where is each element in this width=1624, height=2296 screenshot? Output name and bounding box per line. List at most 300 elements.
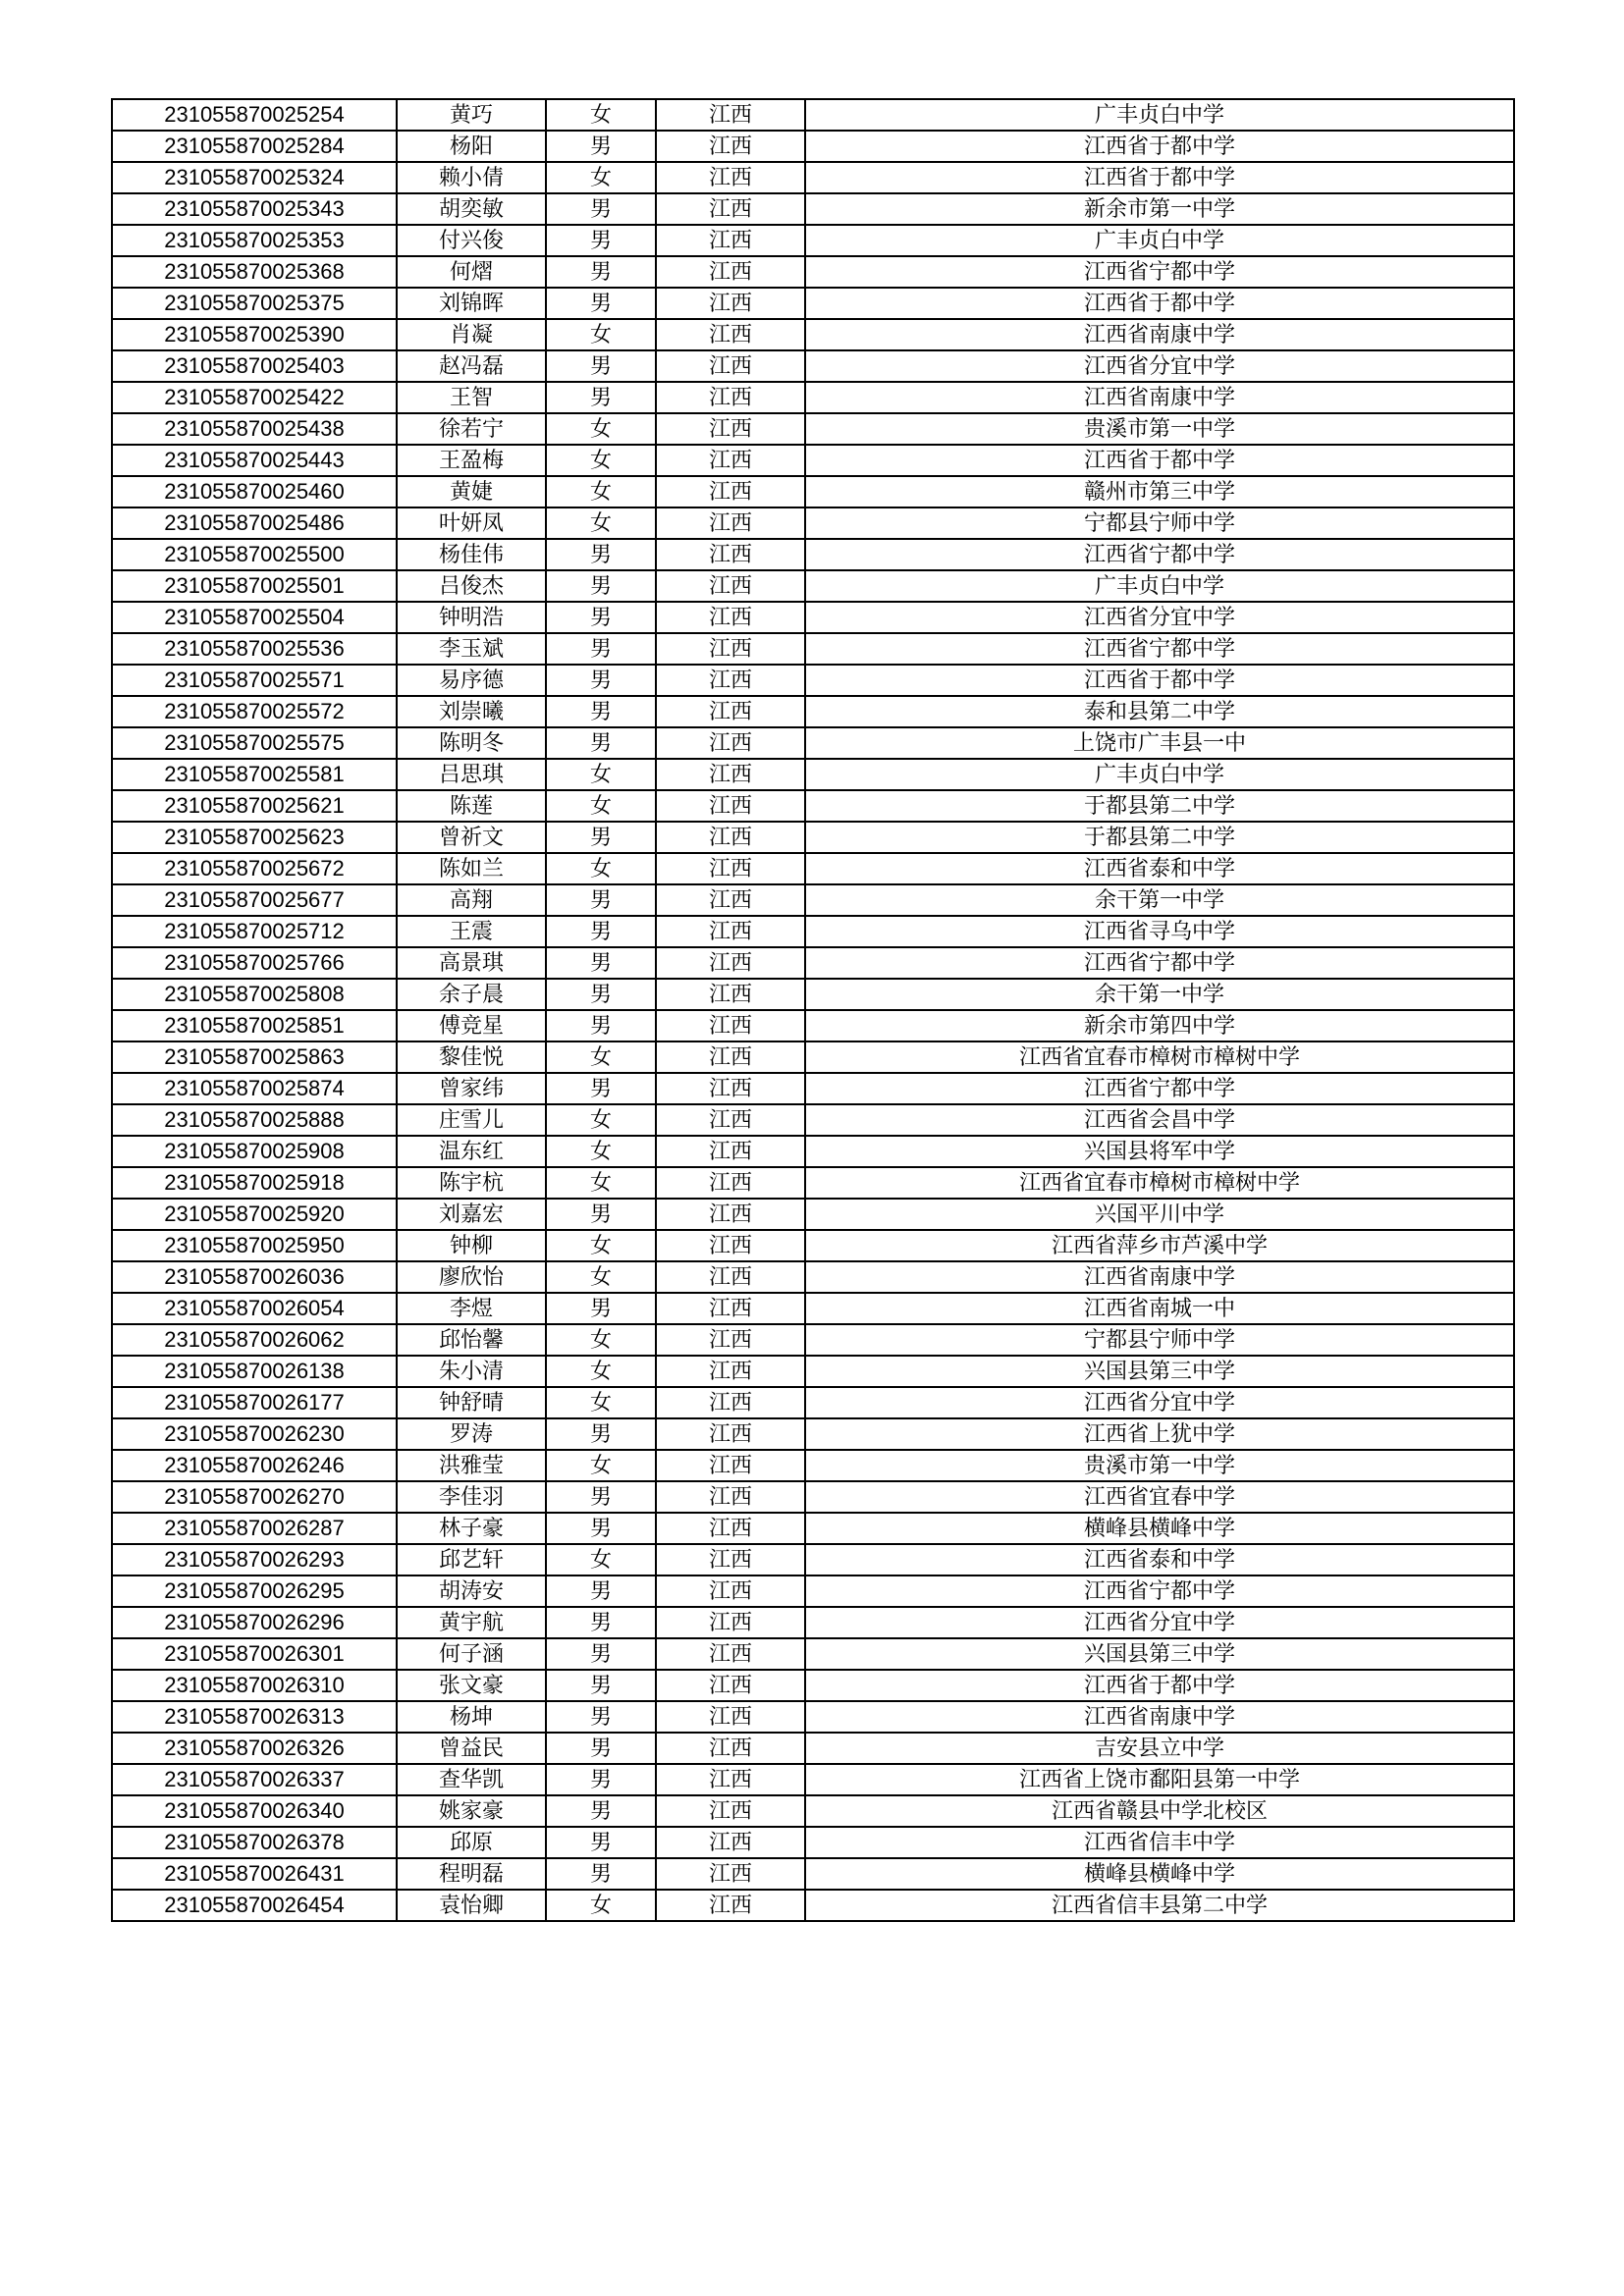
- examinee-name-cell: 黄巧: [397, 99, 546, 131]
- table-row: [112, 696, 1514, 727]
- examinee-school-cell: 江西省南康中学: [805, 382, 1514, 413]
- examinee-province-cell: 江西: [656, 1104, 805, 1136]
- examinee-id-cell: 231055870025863: [112, 1041, 397, 1073]
- examinee-id-cell: 231055870025677: [112, 884, 397, 916]
- examinee-province-cell: 江西: [656, 884, 805, 916]
- examinee-sex-cell: 女: [546, 1041, 656, 1073]
- examinee-name-cell: 张文豪: [397, 1670, 546, 1701]
- examinee-name-cell: 付兴俊: [397, 225, 546, 256]
- examinee-school-cell: 江西省寻乌中学: [805, 916, 1514, 947]
- examinee-province-cell: 江西: [656, 1387, 805, 1418]
- examinee-sex-cell: 男: [546, 665, 656, 696]
- examinee-province-cell: 江西: [656, 225, 805, 256]
- examinee-sex-cell: 男: [546, 884, 656, 916]
- examinee-name-cell: 余子晨: [397, 979, 546, 1010]
- table-row: [112, 1638, 1514, 1670]
- examinee-sex-cell: 男: [546, 602, 656, 633]
- table-row: [112, 1199, 1514, 1230]
- examinee-id-cell: 231055870025443: [112, 445, 397, 476]
- examinee-province-cell: 江西: [656, 1073, 805, 1104]
- examinee-name-cell: 钟明浩: [397, 602, 546, 633]
- examinee-id-cell: 231055870025343: [112, 193, 397, 225]
- table-row: [112, 539, 1514, 570]
- examinee-name-cell: 罗涛: [397, 1418, 546, 1450]
- examinee-id-cell: 231055870026337: [112, 1764, 397, 1795]
- examinee-school-cell: 江西省南康中学: [805, 319, 1514, 350]
- examinee-school-cell: 江西省上犹中学: [805, 1418, 1514, 1450]
- examinee-school-cell: 兴国县第三中学: [805, 1638, 1514, 1670]
- examinee-school-cell: 江西省泰和中学: [805, 853, 1514, 884]
- examinee-name-cell: 刘嘉宏: [397, 1199, 546, 1230]
- examinee-name-cell: 朱小清: [397, 1356, 546, 1387]
- examinee-id-cell: 231055870026326: [112, 1733, 397, 1764]
- examinee-id-cell: 231055870026340: [112, 1795, 397, 1827]
- roster-table: [111, 98, 1515, 1922]
- examinee-id-cell: 231055870026230: [112, 1418, 397, 1450]
- examinee-id-cell: 231055870026054: [112, 1293, 397, 1324]
- table-row: [112, 445, 1514, 476]
- examinee-school-cell: 广丰贞白中学: [805, 99, 1514, 131]
- examinee-id-cell: 231055870026378: [112, 1827, 397, 1858]
- roster-table-container: [111, 98, 1513, 1922]
- examinee-id-cell: 231055870026313: [112, 1701, 397, 1733]
- examinee-school-cell: 兴国平川中学: [805, 1199, 1514, 1230]
- table-row: [112, 790, 1514, 822]
- examinee-province-cell: 江西: [656, 539, 805, 570]
- examinee-id-cell: 231055870025575: [112, 727, 397, 759]
- examinee-name-cell: 肖凝: [397, 319, 546, 350]
- examinee-school-cell: 新余市第一中学: [805, 193, 1514, 225]
- examinee-sex-cell: 男: [546, 193, 656, 225]
- table-row: [112, 1795, 1514, 1827]
- examinee-sex-cell: 男: [546, 1418, 656, 1450]
- examinee-sex-cell: 女: [546, 1167, 656, 1199]
- examinee-province-cell: 江西: [656, 727, 805, 759]
- table-row: [112, 1324, 1514, 1356]
- examinee-sex-cell: 男: [546, 1733, 656, 1764]
- examinee-province-cell: 江西: [656, 1450, 805, 1481]
- examinee-province-cell: 江西: [656, 319, 805, 350]
- examinee-id-cell: 231055870025403: [112, 350, 397, 382]
- examinee-province-cell: 江西: [656, 382, 805, 413]
- table-row: [112, 1136, 1514, 1167]
- examinee-name-cell: 吕俊杰: [397, 570, 546, 602]
- examinee-id-cell: 231055870025438: [112, 413, 397, 445]
- examinee-school-cell: 江西省于都中学: [805, 288, 1514, 319]
- examinee-province-cell: 江西: [656, 853, 805, 884]
- examinee-sex-cell: 男: [546, 1513, 656, 1544]
- examinee-school-cell: 江西省萍乡市芦溪中学: [805, 1230, 1514, 1261]
- table-row: [112, 1010, 1514, 1041]
- table-row: [112, 413, 1514, 445]
- examinee-province-cell: 江西: [656, 1638, 805, 1670]
- examinee-province-cell: 江西: [656, 1701, 805, 1733]
- examinee-sex-cell: 女: [546, 99, 656, 131]
- examinee-name-cell: 姚家豪: [397, 1795, 546, 1827]
- examinee-school-cell: 江西省宁都中学: [805, 1073, 1514, 1104]
- table-row: [112, 1701, 1514, 1733]
- examinee-name-cell: 高翔: [397, 884, 546, 916]
- examinee-name-cell: 杨阳: [397, 131, 546, 162]
- table-row: [112, 350, 1514, 382]
- examinee-id-cell: 231055870025766: [112, 947, 397, 979]
- examinee-id-cell: 231055870025500: [112, 539, 397, 570]
- examinee-id-cell: 231055870025368: [112, 256, 397, 288]
- examinee-sex-cell: 男: [546, 696, 656, 727]
- examinee-school-cell: 赣州市第三中学: [805, 476, 1514, 507]
- examinee-school-cell: 广丰贞白中学: [805, 225, 1514, 256]
- examinee-id-cell: 231055870025874: [112, 1073, 397, 1104]
- examinee-name-cell: 胡奕敏: [397, 193, 546, 225]
- table-row: [112, 947, 1514, 979]
- examinee-school-cell: 江西省赣县中学北校区: [805, 1795, 1514, 1827]
- examinee-sex-cell: 男: [546, 1638, 656, 1670]
- table-row: [112, 1356, 1514, 1387]
- table-row: [112, 1418, 1514, 1450]
- examinee-sex-cell: 女: [546, 1136, 656, 1167]
- examinee-school-cell: 于都县第二中学: [805, 822, 1514, 853]
- examinee-id-cell: 231055870025390: [112, 319, 397, 350]
- examinee-name-cell: 陈明冬: [397, 727, 546, 759]
- examinee-id-cell: 231055870025501: [112, 570, 397, 602]
- table-row: [112, 193, 1514, 225]
- examinee-school-cell: 上饶市广丰县一中: [805, 727, 1514, 759]
- examinee-sex-cell: 男: [546, 947, 656, 979]
- examinee-name-cell: 洪雅莹: [397, 1450, 546, 1481]
- examinee-sex-cell: 女: [546, 1450, 656, 1481]
- table-row: [112, 256, 1514, 288]
- examinee-name-cell: 陈莲: [397, 790, 546, 822]
- examinee-school-cell: 江西省于都中学: [805, 665, 1514, 696]
- examinee-sex-cell: 女: [546, 1387, 656, 1418]
- table-row: [112, 979, 1514, 1010]
- examinee-name-cell: 黄宇航: [397, 1607, 546, 1638]
- examinee-school-cell: 江西省泰和中学: [805, 1544, 1514, 1575]
- examinee-id-cell: 231055870025460: [112, 476, 397, 507]
- examinee-province-cell: 江西: [656, 759, 805, 790]
- examinee-school-cell: 宁都县宁师中学: [805, 507, 1514, 539]
- examinee-school-cell: 江西省宜春市樟树市樟树中学: [805, 1167, 1514, 1199]
- examinee-school-cell: 江西省宁都中学: [805, 633, 1514, 665]
- examinee-school-cell: 江西省上饶市鄱阳县第一中学: [805, 1764, 1514, 1795]
- examinee-id-cell: 231055870025324: [112, 162, 397, 193]
- examinee-name-cell: 易序德: [397, 665, 546, 696]
- examinee-school-cell: 江西省宁都中学: [805, 539, 1514, 570]
- examinee-name-cell: 王盈梅: [397, 445, 546, 476]
- examinee-province-cell: 江西: [656, 1324, 805, 1356]
- examinee-province-cell: 江西: [656, 916, 805, 947]
- examinee-name-cell: 李佳羽: [397, 1481, 546, 1513]
- examinee-province-cell: 江西: [656, 1827, 805, 1858]
- examinee-id-cell: 231055870026270: [112, 1481, 397, 1513]
- table-row: [112, 1764, 1514, 1795]
- table-row: [112, 131, 1514, 162]
- examinee-name-cell: 高景琪: [397, 947, 546, 979]
- examinee-province-cell: 江西: [656, 947, 805, 979]
- examinee-sex-cell: 男: [546, 382, 656, 413]
- examinee-sex-cell: 男: [546, 916, 656, 947]
- table-row: [112, 1544, 1514, 1575]
- table-row: [112, 1073, 1514, 1104]
- examinee-school-cell: 江西省宜春市樟树市樟树中学: [805, 1041, 1514, 1073]
- examinee-sex-cell: 男: [546, 1827, 656, 1858]
- examinee-id-cell: 231055870025621: [112, 790, 397, 822]
- examinee-province-cell: 江西: [656, 256, 805, 288]
- table-row: [112, 727, 1514, 759]
- examinee-name-cell: 曾益民: [397, 1733, 546, 1764]
- examinee-name-cell: 查华凯: [397, 1764, 546, 1795]
- examinee-name-cell: 王震: [397, 916, 546, 947]
- examinee-sex-cell: 男: [546, 131, 656, 162]
- table-row: [112, 507, 1514, 539]
- examinee-id-cell: 231055870026036: [112, 1261, 397, 1293]
- examinee-school-cell: 江西省宁都中学: [805, 256, 1514, 288]
- table-row: [112, 1858, 1514, 1890]
- examinee-sex-cell: 女: [546, 1104, 656, 1136]
- examinee-name-cell: 徐若宁: [397, 413, 546, 445]
- examinee-province-cell: 江西: [656, 1544, 805, 1575]
- examinee-sex-cell: 女: [546, 1890, 656, 1921]
- examinee-sex-cell: 女: [546, 1261, 656, 1293]
- examinee-province-cell: 江西: [656, 1764, 805, 1795]
- examinee-sex-cell: 男: [546, 1481, 656, 1513]
- examinee-id-cell: 231055870025920: [112, 1199, 397, 1230]
- examinee-id-cell: 231055870025254: [112, 99, 397, 131]
- examinee-id-cell: 231055870025536: [112, 633, 397, 665]
- examinee-school-cell: 江西省宁都中学: [805, 947, 1514, 979]
- examinee-school-cell: 江西省信丰中学: [805, 1827, 1514, 1858]
- table-row: [112, 602, 1514, 633]
- examinee-school-cell: 江西省南康中学: [805, 1701, 1514, 1733]
- examinee-id-cell: 231055870025375: [112, 288, 397, 319]
- examinee-sex-cell: 女: [546, 413, 656, 445]
- examinee-province-cell: 江西: [656, 507, 805, 539]
- examinee-id-cell: 231055870025712: [112, 916, 397, 947]
- examinee-sex-cell: 女: [546, 1230, 656, 1261]
- examinee-sex-cell: 男: [546, 1795, 656, 1827]
- examinee-name-cell: 王智: [397, 382, 546, 413]
- examinee-name-cell: 林子豪: [397, 1513, 546, 1544]
- examinee-school-cell: 兴国县第三中学: [805, 1356, 1514, 1387]
- table-row: [112, 476, 1514, 507]
- examinee-name-cell: 黎佳悦: [397, 1041, 546, 1073]
- examinee-sex-cell: 女: [546, 507, 656, 539]
- examinee-id-cell: 231055870026301: [112, 1638, 397, 1670]
- examinee-sex-cell: 女: [546, 445, 656, 476]
- examinee-sex-cell: 男: [546, 1575, 656, 1607]
- examinee-sex-cell: 男: [546, 1607, 656, 1638]
- examinee-name-cell: 何子涵: [397, 1638, 546, 1670]
- examinee-school-cell: 江西省南康中学: [805, 1261, 1514, 1293]
- examinee-province-cell: 江西: [656, 1356, 805, 1387]
- examinee-province-cell: 江西: [656, 1670, 805, 1701]
- examinee-name-cell: 吕思琪: [397, 759, 546, 790]
- examinee-province-cell: 江西: [656, 1513, 805, 1544]
- examinee-id-cell: 231055870026062: [112, 1324, 397, 1356]
- examinee-name-cell: 陈如兰: [397, 853, 546, 884]
- examinee-id-cell: 231055870026246: [112, 1450, 397, 1481]
- table-row: [112, 570, 1514, 602]
- examinee-province-cell: 江西: [656, 790, 805, 822]
- examinee-province-cell: 江西: [656, 665, 805, 696]
- examinee-name-cell: 袁怡卿: [397, 1890, 546, 1921]
- table-row: [112, 1890, 1514, 1921]
- examinee-sex-cell: 女: [546, 319, 656, 350]
- examinee-school-cell: 江西省南城一中: [805, 1293, 1514, 1324]
- examinee-province-cell: 江西: [656, 633, 805, 665]
- examinee-name-cell: 曾家纬: [397, 1073, 546, 1104]
- table-row: [112, 665, 1514, 696]
- table-row: [112, 1575, 1514, 1607]
- examinee-id-cell: 231055870026296: [112, 1607, 397, 1638]
- examinee-school-cell: 江西省分宜中学: [805, 1607, 1514, 1638]
- table-row: [112, 1827, 1514, 1858]
- examinee-province-cell: 江西: [656, 1858, 805, 1890]
- examinee-name-cell: 李玉斌: [397, 633, 546, 665]
- examinee-province-cell: 江西: [656, 979, 805, 1010]
- examinee-school-cell: 贵溪市第一中学: [805, 413, 1514, 445]
- examinee-id-cell: 231055870026295: [112, 1575, 397, 1607]
- examinee-province-cell: 江西: [656, 131, 805, 162]
- examinee-sex-cell: 男: [546, 570, 656, 602]
- examinee-school-cell: 宁都县宁师中学: [805, 1324, 1514, 1356]
- examinee-id-cell: 231055870025808: [112, 979, 397, 1010]
- examinee-sex-cell: 女: [546, 853, 656, 884]
- examinee-sex-cell: 女: [546, 759, 656, 790]
- table-row: [112, 1670, 1514, 1701]
- examinee-id-cell: 231055870025918: [112, 1167, 397, 1199]
- examinee-province-cell: 江西: [656, 445, 805, 476]
- examinee-id-cell: 231055870025888: [112, 1104, 397, 1136]
- examinee-sex-cell: 女: [546, 790, 656, 822]
- examinee-sex-cell: 男: [546, 1764, 656, 1795]
- examinee-school-cell: 于都县第二中学: [805, 790, 1514, 822]
- examinee-name-cell: 赖小倩: [397, 162, 546, 193]
- examinee-name-cell: 赵冯磊: [397, 350, 546, 382]
- examinee-province-cell: 江西: [656, 193, 805, 225]
- examinee-id-cell: 231055870025572: [112, 696, 397, 727]
- examinee-name-cell: 何熠: [397, 256, 546, 288]
- examinee-id-cell: 231055870026287: [112, 1513, 397, 1544]
- examinee-name-cell: 胡涛安: [397, 1575, 546, 1607]
- roster-table-body: [112, 99, 1514, 1921]
- examinee-school-cell: 江西省于都中学: [805, 162, 1514, 193]
- examinee-school-cell: 横峰县横峰中学: [805, 1513, 1514, 1544]
- examinee-name-cell: 邱原: [397, 1827, 546, 1858]
- examinee-sex-cell: 男: [546, 225, 656, 256]
- examinee-name-cell: 钟柳: [397, 1230, 546, 1261]
- examinee-school-cell: 江西省分宜中学: [805, 350, 1514, 382]
- table-row: [112, 1607, 1514, 1638]
- table-row: [112, 759, 1514, 790]
- examinee-school-cell: 吉安县立中学: [805, 1733, 1514, 1764]
- examinee-province-cell: 江西: [656, 1010, 805, 1041]
- examinee-id-cell: 231055870025851: [112, 1010, 397, 1041]
- table-row: [112, 382, 1514, 413]
- examinee-province-cell: 江西: [656, 1418, 805, 1450]
- table-row: [112, 853, 1514, 884]
- examinee-id-cell: 231055870025486: [112, 507, 397, 539]
- examinee-name-cell: 钟舒晴: [397, 1387, 546, 1418]
- examinee-name-cell: 廖欣怡: [397, 1261, 546, 1293]
- table-row: [112, 162, 1514, 193]
- examinee-province-cell: 江西: [656, 476, 805, 507]
- examinee-school-cell: 新余市第四中学: [805, 1010, 1514, 1041]
- examinee-school-cell: 江西省于都中学: [805, 445, 1514, 476]
- examinee-sex-cell: 男: [546, 1073, 656, 1104]
- examinee-sex-cell: 男: [546, 288, 656, 319]
- examinee-school-cell: 泰和县第二中学: [805, 696, 1514, 727]
- examinee-name-cell: 邱怡馨: [397, 1324, 546, 1356]
- examinee-name-cell: 程明磊: [397, 1858, 546, 1890]
- examinee-sex-cell: 男: [546, 1701, 656, 1733]
- examinee-id-cell: 231055870025908: [112, 1136, 397, 1167]
- examinee-sex-cell: 女: [546, 162, 656, 193]
- examinee-id-cell: 231055870025571: [112, 665, 397, 696]
- examinee-id-cell: 231055870026293: [112, 1544, 397, 1575]
- examinee-id-cell: 231055870026310: [112, 1670, 397, 1701]
- table-row: [112, 633, 1514, 665]
- examinee-sex-cell: 男: [546, 1010, 656, 1041]
- table-row: [112, 319, 1514, 350]
- examinee-sex-cell: 男: [546, 539, 656, 570]
- table-row: [112, 1230, 1514, 1261]
- examinee-province-cell: 江西: [656, 602, 805, 633]
- examinee-name-cell: 李煜: [397, 1293, 546, 1324]
- examinee-school-cell: 江西省会昌中学: [805, 1104, 1514, 1136]
- examinee-sex-cell: 女: [546, 1356, 656, 1387]
- table-row: [112, 1450, 1514, 1481]
- examinee-sex-cell: 男: [546, 633, 656, 665]
- table-row: [112, 1261, 1514, 1293]
- table-row: [112, 1167, 1514, 1199]
- examinee-province-cell: 江西: [656, 1230, 805, 1261]
- table-row: [112, 822, 1514, 853]
- examinee-sex-cell: 女: [546, 1324, 656, 1356]
- table-row: [112, 884, 1514, 916]
- examinee-name-cell: 刘锦晖: [397, 288, 546, 319]
- examinee-school-cell: 江西省于都中学: [805, 1670, 1514, 1701]
- examinee-sex-cell: 男: [546, 979, 656, 1010]
- examinee-sex-cell: 男: [546, 1670, 656, 1701]
- examinee-school-cell: 广丰贞白中学: [805, 759, 1514, 790]
- examinee-province-cell: 江西: [656, 696, 805, 727]
- table-row: [112, 1481, 1514, 1513]
- examinee-id-cell: 231055870025284: [112, 131, 397, 162]
- examinee-province-cell: 江西: [656, 288, 805, 319]
- examinee-province-cell: 江西: [656, 1199, 805, 1230]
- examinee-name-cell: 温东红: [397, 1136, 546, 1167]
- table-row: [112, 225, 1514, 256]
- examinee-id-cell: 231055870025422: [112, 382, 397, 413]
- examinee-name-cell: 杨坤: [397, 1701, 546, 1733]
- examinee-province-cell: 江西: [656, 99, 805, 131]
- examinee-name-cell: 陈宇杭: [397, 1167, 546, 1199]
- examinee-id-cell: 231055870025950: [112, 1230, 397, 1261]
- examinee-province-cell: 江西: [656, 1481, 805, 1513]
- examinee-province-cell: 江西: [656, 1167, 805, 1199]
- table-row: [112, 1104, 1514, 1136]
- examinee-school-cell: 江西省宁都中学: [805, 1575, 1514, 1607]
- examinee-name-cell: 傅竞星: [397, 1010, 546, 1041]
- table-row: [112, 1293, 1514, 1324]
- examinee-id-cell: 231055870026431: [112, 1858, 397, 1890]
- examinee-province-cell: 江西: [656, 822, 805, 853]
- examinee-sex-cell: 男: [546, 822, 656, 853]
- table-row: [112, 1513, 1514, 1544]
- examinee-school-cell: 江西省分宜中学: [805, 602, 1514, 633]
- examinee-province-cell: 江西: [656, 162, 805, 193]
